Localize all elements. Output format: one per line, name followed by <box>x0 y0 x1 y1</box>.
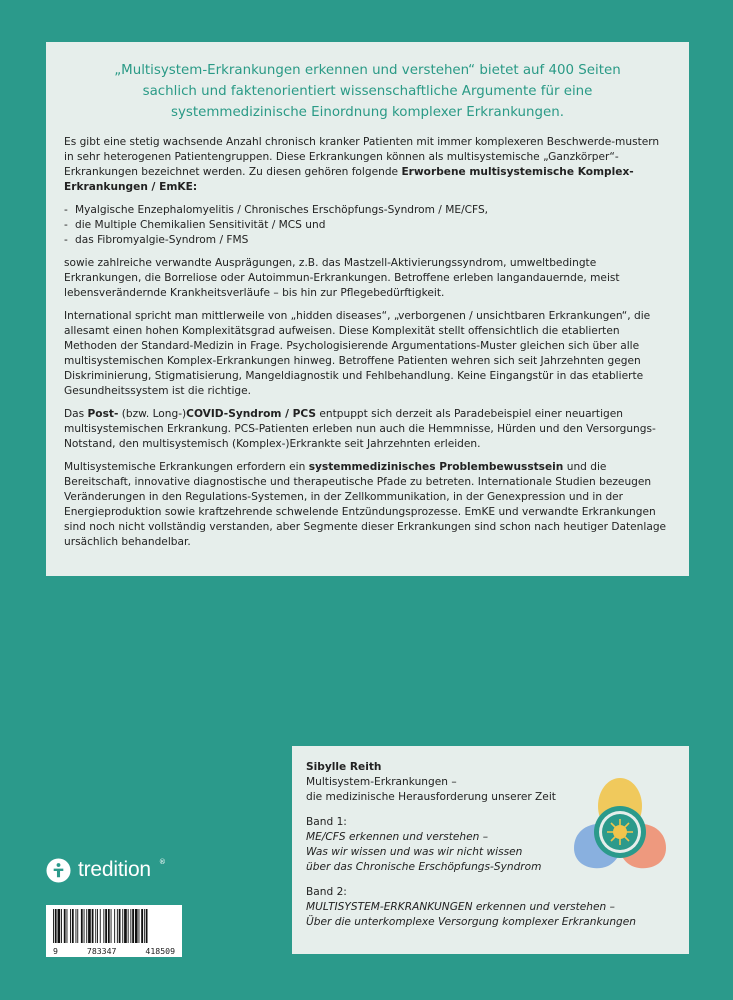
barcode-bar <box>88 909 91 943</box>
barcode-bar <box>67 909 68 943</box>
barcode-bar <box>84 909 85 943</box>
band1-subtitle2: über das Chronische Erschöpfungs-Syndrom <box>306 861 542 873</box>
para4-mid: (bzw. Long-) <box>118 408 187 420</box>
barcode-bar <box>95 909 96 943</box>
isbn-barcode <box>46 905 182 957</box>
intro-text: Es gibt eine stetig wachsende Anzahl chronisch kranker Patienten mit immer komplexeren Beschwerde-mustern in sehr heterogenen Patientengruppen. Diese Erkrankungen können als multisystemische „Ganzkörper“-Erkrankungen bezeichnet werden. Zu diesen gehören folgende <box>64 136 660 178</box>
barcode-bar <box>61 909 62 943</box>
author-name: Sibylle Reith <box>306 761 382 773</box>
band2-label: Band 2: <box>306 886 347 898</box>
barcode-bar <box>76 909 77 943</box>
series-header <box>306 760 556 805</box>
trademark: ® <box>158 858 166 866</box>
paragraph-3: International spricht man mittlerweile von „hidden diseases“, „verborgenen / unsichtbaren Erkrankungen“, die allesamt einen hohen Komplexitätsgrad aufweisen. Diese Komplexität stellt offensichtlich die etablierten Methoden der Standard-Medizin in Frage. Psychologisierende Argumentations-Muster gleichen sich über alle multisystemischen Komplex-Erkrankungen hinweg. Betroffene Patienten wehren sich seit Jahrzehnten gegen Diskriminierung, Stigmatisierung, Mangeldiagnostik und Fehlbehandlung. Keine Eingangstür in das etablierte Gesundheitssystem ist die richtige. <box>64 310 651 397</box>
para5-bold: systemmedizinisches Problembewusstsein <box>308 461 564 473</box>
publisher-logo <box>46 857 166 883</box>
list-item: - das Fibromyalgie-Syndrom / FMS <box>64 233 671 248</box>
barcode-bar <box>86 909 87 943</box>
tredition-logo-icon <box>46 858 71 883</box>
band2-subtitle: Über die unterkomplexe Versorgung komplexer Erkrankungen <box>306 916 636 928</box>
paragraph-4 <box>64 407 671 452</box>
barcode-bar <box>119 909 121 943</box>
publisher-name: tredition <box>78 858 151 881</box>
barcode-bar <box>124 909 127 943</box>
barcode-bar <box>146 909 148 943</box>
barcode-bar <box>135 909 138 943</box>
para4-bold1: Post- <box>87 408 119 420</box>
para4-post: entpuppt sich derzeit als Paradebeispiel einer neuartigen multisystemischen Erkrankung. PCS-Patienten erleben nun auch die Hemmnisse, Hürden und den Versorgungs-Notstand, den multisystemisch (Komplex-)Erkrankte seit Jahrzehnten erleiden. <box>64 408 656 450</box>
barcode-bar <box>100 909 101 943</box>
para5-pre: Multisystemische Erkrankungen erfordern ein <box>64 461 309 473</box>
barcode-digit-prefix: 9 <box>53 946 58 956</box>
series-title-line2: die medizinische Herausforderung unserer Zeit <box>306 791 556 803</box>
barcode-bar <box>139 909 140 943</box>
barcode-digits-right: 418509 <box>145 946 175 956</box>
barcode-bar <box>70 909 71 943</box>
barcode-bar <box>114 909 115 943</box>
venn-logo-icon <box>570 770 670 874</box>
barcode-bar <box>58 909 61 943</box>
para4-bold2: COVID-Syndrom / PCS <box>186 408 317 420</box>
intro-bold: Erworbene multisystemische Komplex-Erkrankungen / EmKE: <box>64 166 634 193</box>
band1-title: ME/CFS erkennen und verstehen – <box>306 831 489 843</box>
paragraph-2: sowie zahlreiche verwandte Ausprägungen, z.B. das Mastzell-Aktivierungssyndrom, umweltbedingte Erkrankungen, die Borreliose oder Autoimmun-Erkrankungen. Betroffene erleben langandauernde, meist lebensverändernde Krankheitsverläufe – bis hin zur Pflegebedürftigkeit. <box>64 257 620 299</box>
barcode-bar <box>81 909 83 943</box>
band1-subtitle1: Was wir wissen und was wir nicht wissen <box>306 846 523 858</box>
para4-pre: Das <box>64 408 88 420</box>
barcode-bar <box>144 909 145 943</box>
barcode-digits <box>51 946 177 956</box>
series-title-line1: Multisystem-Erkrankungen – <box>306 776 457 788</box>
headline: „Multisystem-Erkrankungen erkennen und verstehen“ bietet auf 400 Seiten sachlich und faktenorientiert wissenschaftliche Argumente für eine systemmedizinische Einordnung komplexer Erkrankungen. <box>114 63 621 120</box>
barcode-bar <box>108 909 110 943</box>
barcode-bar <box>111 909 112 943</box>
barcode-bar <box>130 909 131 943</box>
barcode-bar <box>64 909 66 943</box>
barcode-bars <box>51 909 177 943</box>
barcode-bar <box>103 909 104 943</box>
band2-title: MULTISYSTEM-ERKRANKUNGEN erkennen und verstehen – <box>306 901 615 913</box>
intro-paragraph <box>64 135 671 195</box>
list-item: - Myalgische Enzephalomyelitis / Chronisches Erschöpfungs-Syndrom / ME/CFS, <box>64 203 671 218</box>
barcode-digits-left: 783347 <box>86 946 117 956</box>
barcode-bar <box>77 909 78 943</box>
barcode-bar <box>128 909 129 943</box>
barcode-bar <box>132 909 134 943</box>
barcode-bar <box>92 909 94 943</box>
paragraph-5 <box>64 460 671 550</box>
band1-info <box>306 815 556 875</box>
barcode-bar <box>53 909 54 943</box>
para5-post: und die Bereitschaft, innovative diagnostische und therapeutische Pfade zu betreten. Internationale Studien bezeugen Veränderungen in den Regulations-Systemen, in der Zellkommunikation, in der Genexpression und in der Energieproduktion sowie kraftzehrende schwelende Entzündungsprozesse. EmKE und verwandte Erkrankungen sind noch nicht vollständig verstanden, aber Segmente dieser Erkrankungen sind schon nach heutiger Datenlage ursächlich behandelbar. <box>64 461 667 548</box>
description-panel <box>46 42 689 576</box>
barcode-bar <box>122 909 123 943</box>
band1-label: Band 1: <box>306 816 347 828</box>
disease-list <box>64 203 671 248</box>
barcode-bar <box>141 909 143 943</box>
barcode-bar <box>105 909 107 943</box>
barcode-bar <box>117 909 118 943</box>
list-item: - die Multiple Chemikalien Sensitivität / MCS und <box>64 218 671 233</box>
barcode-bar <box>72 909 74 943</box>
barcode-bar <box>97 909 98 943</box>
barcode-bar <box>55 909 57 943</box>
band2-info <box>306 885 676 930</box>
series-info-panel <box>292 746 689 954</box>
